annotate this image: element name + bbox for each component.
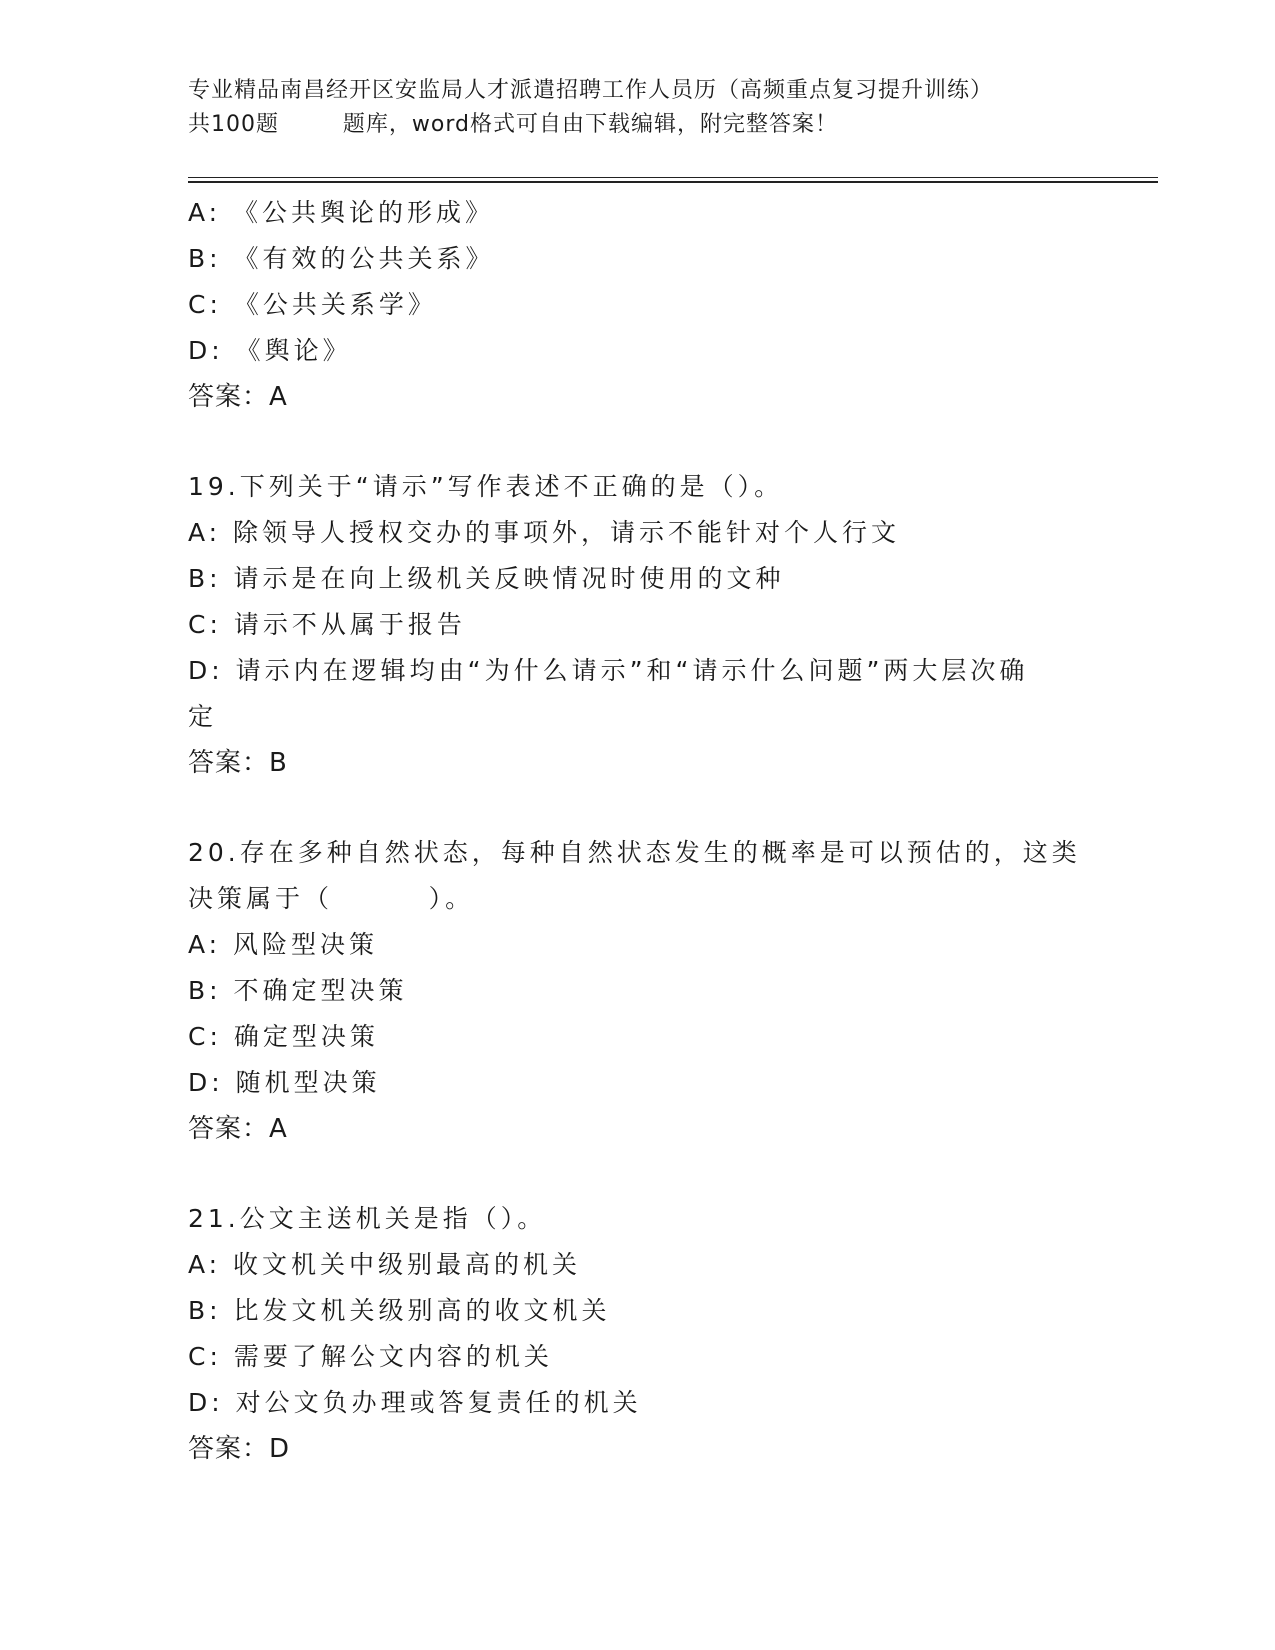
question-block-21 xyxy=(188,1196,1088,1472)
option-b: B: 请示是在向上级机关反映情况时使用的文种 xyxy=(188,564,785,593)
answer-line: 答案：B xyxy=(188,748,288,778)
answer-line: 答案：A xyxy=(188,382,288,412)
question-block-20 xyxy=(188,830,1088,1152)
option-d: D: 请示内在逻辑均由“为什么请示”和“请示什么问题”两大层次确 xyxy=(188,656,1029,685)
option-c: C: 需要了解公文内容的机关 xyxy=(188,1342,553,1371)
answer-line: 答案：A xyxy=(188,1114,288,1144)
option-a: A: 除领导人授权交办的事项外，请示不能针对个人行文 xyxy=(188,518,901,547)
option-a: A: 风险型决策 xyxy=(188,930,379,959)
header-divider-thin xyxy=(188,177,1158,178)
answer-line: 答案：D xyxy=(188,1434,291,1464)
question-block-19 xyxy=(188,464,1088,786)
header-subtitle: 共100题 题库，word格式可自由下载编辑，附完整答案！ xyxy=(188,112,839,137)
question-block-18 xyxy=(188,190,1088,420)
question-stem: 21.公文主送机关是指（）。 xyxy=(188,1204,547,1233)
option-d: D: 随机型决策 xyxy=(188,1068,381,1097)
option-d: D: 《舆论》 xyxy=(188,336,352,365)
option-b: B: 《有效的公共关系》 xyxy=(188,244,495,273)
option-a: A: 收文机关中级别最高的机关 xyxy=(188,1250,582,1279)
option-d-continued: 定 xyxy=(188,702,218,731)
option-c: C: 《公共关系学》 xyxy=(188,290,437,319)
option-b: B: 不确定型决策 xyxy=(188,976,408,1005)
question-stem: 19.下列关于“请示”写作表述不正确的是（）。 xyxy=(188,472,784,501)
option-b: B: 比发文机关级别高的收文机关 xyxy=(188,1296,611,1325)
question-stem: 20.存在多种自然状态，每种自然状态发生的概率是可以预估的，这类 xyxy=(188,838,1081,867)
question-stem-continued: 决策属于（ ）。 xyxy=(188,884,475,913)
option-c: C: 确定型决策 xyxy=(188,1022,379,1051)
option-a: A: 《公共舆论的形成》 xyxy=(188,198,495,227)
option-d: D: 对公文负办理或答复责任的机关 xyxy=(188,1388,642,1417)
header-title: 专业精品南昌经开区安监局人才派遣招聘工作人员历（高频重点复习提升训练） xyxy=(188,78,994,103)
header-divider-thick xyxy=(188,181,1158,183)
question-list xyxy=(188,190,1088,1472)
document-header xyxy=(188,74,1158,142)
option-c: C: 请示不从属于报告 xyxy=(188,610,466,639)
